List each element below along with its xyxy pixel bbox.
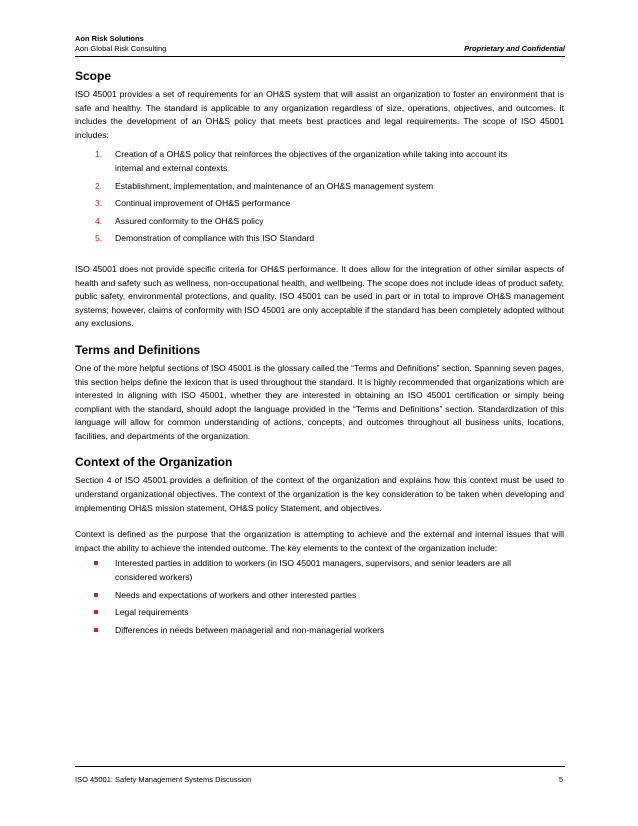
list-item-text: Differences in needs between managerial and non-managerial workers xyxy=(115,624,385,635)
list-item xyxy=(75,557,564,584)
scope-heading: Scope xyxy=(75,69,112,83)
footer-title: ISO 45001: Safety Management Systems Discussion xyxy=(75,775,252,784)
list-item-text: Establishment, implementation, and maintenance of an OH&S management system xyxy=(115,180,434,191)
square-bullet-icon xyxy=(94,561,98,565)
list-item-text: Creation of a OH&S policy that reinforces the objectives of the organization while taking into account its internal and external contexts xyxy=(115,149,508,173)
context-bullet-list xyxy=(75,557,564,637)
page-number: 5 xyxy=(558,775,563,784)
square-bullet-icon xyxy=(94,593,98,597)
list-item xyxy=(75,589,564,603)
list-number: 3. xyxy=(95,198,103,209)
list-item-text: Needs and expectations of workers and other interested parties xyxy=(115,589,357,600)
list-item xyxy=(75,148,564,175)
list-item-text: Demonstration of compliance with this ISO Standard xyxy=(115,233,315,244)
footer-divider xyxy=(75,766,565,767)
square-bullet-icon xyxy=(94,628,98,632)
page-footer xyxy=(75,775,565,785)
page-content xyxy=(75,68,564,641)
terms-heading: Terms and Definitions xyxy=(75,342,201,357)
context-para-2: Context is defined as the purpose that the organization is attempting to achieve and the external and internal issues that will impact the ability to achieve the intended outcome. The key elements to the context of the organization include: xyxy=(75,529,564,553)
list-item xyxy=(75,624,564,638)
list-item-text: Interested parties in addition to workers (in ISO 45001 managers, supervisors, and senior leaders are all considered workers) xyxy=(115,558,511,583)
list-item xyxy=(75,197,564,211)
list-item-text: Legal requirements xyxy=(115,607,189,618)
scope-intro: ISO 45001 provides a set of requirements for an OH&S system that will assist an organization to foster an environment that is safe and healthy. The standard is applicable to any organization regardless of size, operations, objectives, and outcomes. It includes the development of an OH&S policy that meets best practices and legal requirements. The scope of ISO 45001 includes: xyxy=(75,89,564,140)
scope-list xyxy=(75,148,564,246)
square-bullet-icon xyxy=(94,610,98,614)
list-item-text: Assured conformity to the OH&S policy xyxy=(115,215,264,226)
context-heading: Context of the Organization xyxy=(75,455,233,470)
list-number: 5. xyxy=(95,233,103,244)
list-item-text: Continual improvement of OH&S performance xyxy=(115,198,291,209)
page-header xyxy=(75,34,565,54)
list-item xyxy=(75,180,564,194)
list-item xyxy=(75,215,564,229)
terms-body: One of the more helpful sections of ISO 45001 is the glossary called the “Terms and Definitions” section. Spanning seven pages, this section helps define the lexicon that is used throughout the standard. It is highly recommended that organizations which are interested in aligning with ISO 45001, whether they are interested in obtaining an ISO 45001 certification or simply being compliant with the standard, should adopt the language provided in the “Terms and Definitions” section. Standardization of this language will allow for common understanding of actions, concepts, and outcomes throughout all business units, locations, facilities, and departments of the organization. xyxy=(75,362,564,441)
header-confidential: Proprietary and Confidential xyxy=(464,44,565,53)
scope-closing: ISO 45001 does not provide specific criteria for OH&S performance. It does allow for the integration of other similar aspects of health and safety such as wellness, non-occupational health, and wellbeing. The scope does not include ideas of product safety, public safety, environmental protections, and quality. ISO 45001 can be used in part or in total to improve OH&S management systems; however, claims of conformity with ISO 45001 are only acceptable if the standard has been completely adopted without any exclusions. xyxy=(75,263,564,329)
list-number: 4. xyxy=(95,215,103,226)
list-number: 2. xyxy=(95,180,103,191)
context-para-1: Section 4 of ISO 45001 provides a definition of the context of the organization and explains how this context must be used to understand organizational objectives. The context of the organization is the key consideration to be taken when developing and implementing OH&S mission statement, OH&S policy Statement, and objectives. xyxy=(75,475,564,513)
list-number: 1. xyxy=(95,149,103,160)
header-division: Aon Global Risk Consulting xyxy=(75,44,167,53)
header-divider xyxy=(75,56,565,57)
list-item xyxy=(75,606,564,620)
header-company: Aon Risk Solutions xyxy=(75,34,144,43)
list-item xyxy=(75,232,564,246)
